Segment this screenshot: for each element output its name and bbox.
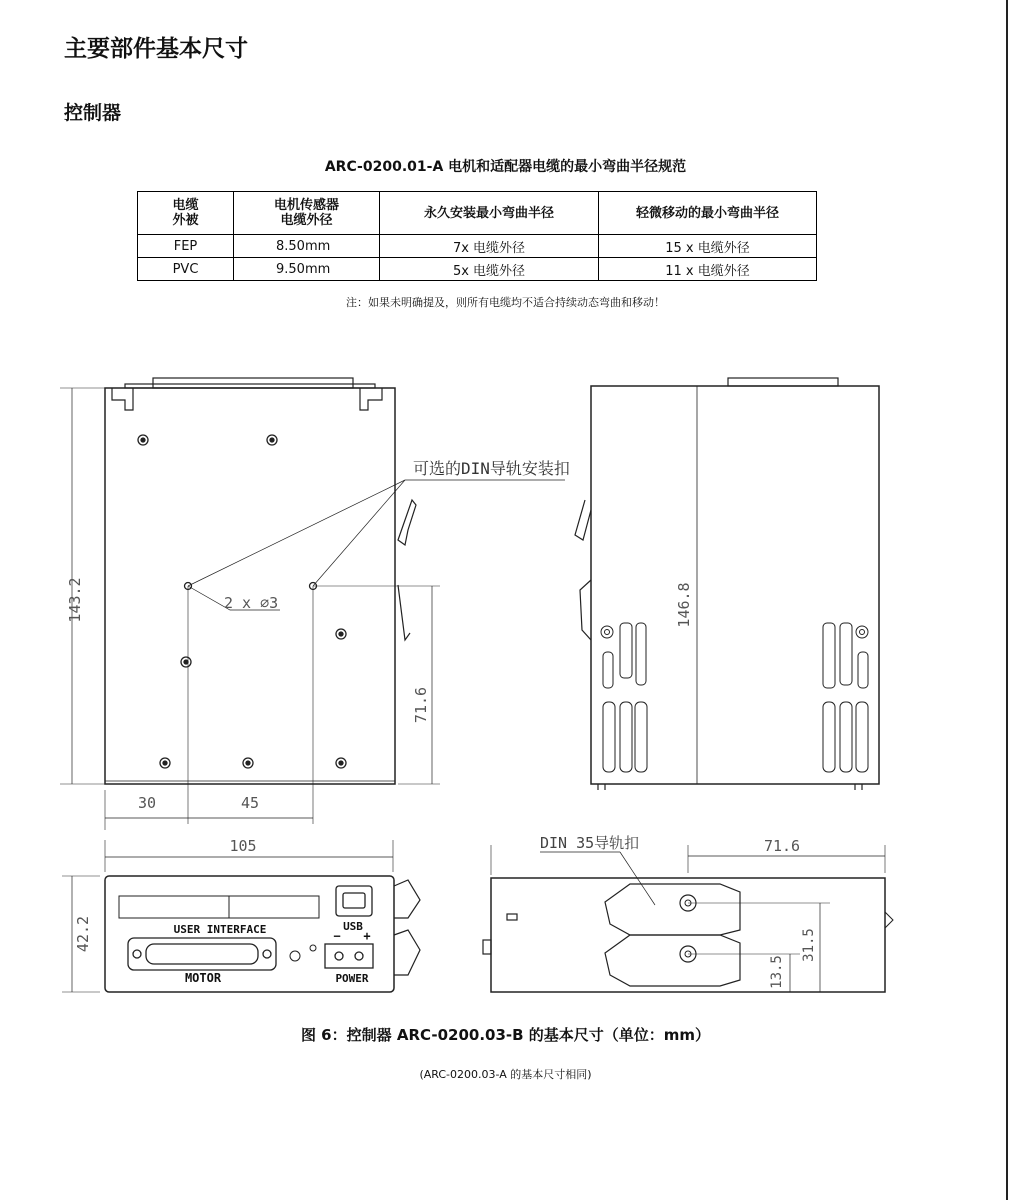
table-caption: ARC-0200.01-A 电机和适配器电缆的最小弯曲半径规范 bbox=[324, 159, 687, 175]
annot-din35: DIN 35导轨扣 bbox=[540, 834, 640, 852]
col-header-moving: 轻微移动的最小弯曲半径 bbox=[599, 192, 817, 235]
label-motor: MOTOR bbox=[184, 971, 222, 985]
label-minus: − bbox=[333, 929, 341, 943]
table-cell: 11 x 电缆外径 bbox=[599, 258, 817, 281]
front-view bbox=[60, 378, 565, 830]
dim-clip-h1: 31.5 bbox=[801, 928, 817, 962]
col-header-permanent: 永久安装最小弯曲半径 bbox=[380, 192, 599, 235]
label-usb: USB bbox=[343, 920, 363, 933]
dim-front-x1: 30 bbox=[137, 794, 157, 812]
dim-depth: 71.6 bbox=[763, 837, 801, 855]
label-user-interface: USER INTERFACE bbox=[173, 923, 267, 936]
table-note: 注：如果未明确提及，则所有电缆均不适合持续动态弯曲和移动！ bbox=[346, 296, 665, 309]
subsection-heading: 控制器 bbox=[64, 102, 122, 124]
side-connectors-right bbox=[823, 623, 868, 772]
bottom-view bbox=[62, 840, 420, 992]
label-power: POWER bbox=[335, 972, 369, 985]
figure-caption: 图 6：控制器 ARC-0200.03-B 的基本尺寸（单位：mm） bbox=[300, 1026, 711, 1044]
section-heading: 主要部件基本尺寸 bbox=[64, 36, 248, 62]
dim-front-height: 143.2 bbox=[66, 577, 84, 623]
dim-width: 105 bbox=[229, 837, 257, 855]
col-header-sheath: 电缆 外被 bbox=[138, 192, 234, 235]
side-connectors-left bbox=[601, 623, 647, 772]
col-header-diameter: 电机传感器 电缆外径 bbox=[234, 192, 380, 235]
annot-holes: 2 x ∅3 bbox=[224, 594, 279, 612]
table-cell: 7x 电缆外径 bbox=[380, 235, 599, 258]
page-right-border bbox=[1006, 0, 1008, 1200]
dim-side-height: 146.8 bbox=[675, 582, 693, 628]
power-connector bbox=[325, 944, 373, 968]
table-cell: 9.50mm bbox=[234, 258, 380, 281]
dim-front-x2: 45 bbox=[240, 794, 260, 812]
motor-connector bbox=[128, 938, 276, 970]
table-cell: 15 x 电缆外径 bbox=[599, 235, 817, 258]
figure-subcaption: (ARC-0200.03-A 的基本尺寸相同) bbox=[419, 1068, 592, 1081]
usb-port bbox=[336, 886, 372, 916]
user-interface-connector bbox=[119, 896, 319, 918]
dim-front-hole-height: 71.6 bbox=[412, 686, 430, 724]
table-cell: 5x 电缆外径 bbox=[380, 258, 599, 281]
table-cell: 8.50mm bbox=[234, 235, 380, 258]
table-cell: FEP bbox=[138, 235, 234, 258]
dim-bottom-height: 42.2 bbox=[74, 915, 92, 953]
table-cell: PVC bbox=[138, 258, 234, 281]
dim-clip-h2: 13.5 bbox=[769, 955, 785, 989]
side-view bbox=[575, 378, 879, 790]
label-plus: + bbox=[363, 929, 371, 943]
annot-din-optional: 可选的DIN导轨安装扣 bbox=[413, 459, 570, 478]
top-view bbox=[483, 845, 893, 992]
